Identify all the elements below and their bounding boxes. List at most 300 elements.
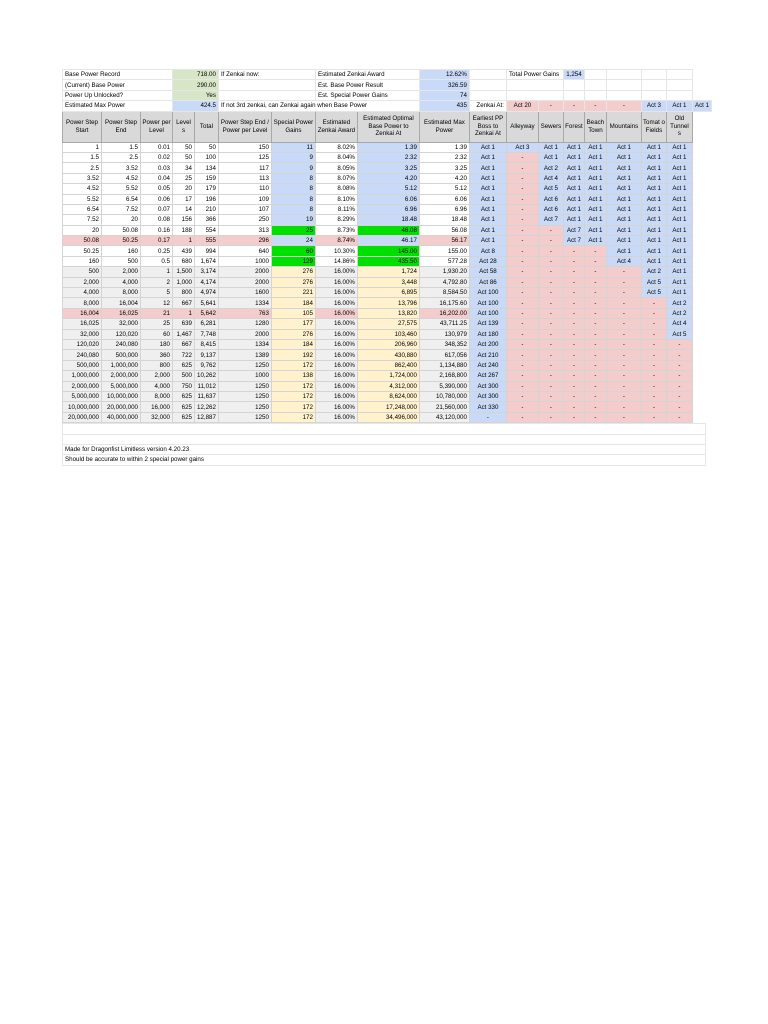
cell-total[interactable]: 179: [195, 184, 219, 194]
cell-power-step-start[interactable]: 2.5: [63, 163, 102, 173]
cell-power-step-start[interactable]: 7.52: [63, 215, 102, 225]
cell-forest[interactable]: -: [563, 329, 584, 339]
cell-mountains[interactable]: -: [606, 391, 641, 401]
cell-mountains[interactable]: -: [606, 360, 641, 370]
cell-power-per-level[interactable]: 800: [141, 360, 173, 370]
cell-tomato-fields[interactable]: Act 2: [641, 267, 666, 277]
cell-levels[interactable]: 1,467: [173, 329, 195, 339]
cell-alleyway[interactable]: -: [506, 267, 538, 277]
cell-estimated-zenkai-award[interactable]: 10.30%: [315, 246, 357, 256]
cell-power-step-end[interactable]: 3.52: [102, 163, 141, 173]
cell-power-per-level[interactable]: 0.25: [141, 246, 173, 256]
cell-tomato-fields[interactable]: -: [641, 360, 666, 370]
cell-optimal-base-power[interactable]: 862,400: [357, 360, 419, 370]
cell-earliest-pp-boss[interactable]: Act 100: [469, 288, 506, 298]
cell-step-end-per-level[interactable]: 1280: [218, 319, 271, 329]
cell-sewers[interactable]: Act 5: [538, 184, 563, 194]
cell-beach-town[interactable]: Act 1: [584, 173, 606, 183]
cell-special-power-gains[interactable]: 8: [271, 184, 315, 194]
cell-total[interactable]: 6,281: [195, 319, 219, 329]
cell[interactable]: [563, 80, 584, 90]
cell-levels[interactable]: 25: [173, 173, 195, 183]
cell-sewers[interactable]: -: [538, 350, 563, 360]
cell-estimated-zenkai-award[interactable]: 8.74%: [315, 236, 357, 246]
cell-optimal-base-power[interactable]: 2.32: [357, 152, 419, 162]
cell-power-step-end[interactable]: 2,000,000: [102, 371, 141, 381]
cell-estimated-max-power[interactable]: 2,168,800: [419, 371, 469, 381]
cell-alleyway[interactable]: -: [506, 194, 538, 204]
cell-step-end-per-level[interactable]: 1334: [218, 298, 271, 308]
cell-alleyway[interactable]: -: [506, 256, 538, 266]
cell-special-power-gains[interactable]: 138: [271, 371, 315, 381]
cell-total[interactable]: 366: [195, 215, 219, 225]
cell-power-step-start[interactable]: 1: [63, 142, 102, 152]
cell-estimated-max-power[interactable]: 5,390,000: [419, 381, 469, 391]
cell-old-tunnels[interactable]: -: [666, 360, 692, 370]
cell-special-power-gains[interactable]: 9: [271, 152, 315, 162]
cell-power-step-start[interactable]: 50.25: [63, 246, 102, 256]
cell-tomato-fields[interactable]: -: [641, 402, 666, 412]
cell-sewers[interactable]: -: [538, 371, 563, 381]
value-power-up-unlocked[interactable]: Yes: [173, 90, 219, 100]
cell-power-step-end[interactable]: 6.54: [102, 194, 141, 204]
cell-estimated-zenkai-award[interactable]: 16.00%: [315, 350, 357, 360]
cell-special-power-gains[interactable]: 129: [271, 256, 315, 266]
cell-earliest-pp-boss[interactable]: Act 1: [469, 215, 506, 225]
cell[interactable]: [218, 80, 315, 90]
cell-sewers[interactable]: -: [538, 329, 563, 339]
cell-power-step-end[interactable]: 16,004: [102, 298, 141, 308]
cell-special-power-gains[interactable]: 172: [271, 381, 315, 391]
cell-step-end-per-level[interactable]: 250: [218, 215, 271, 225]
cell-power-step-end[interactable]: 50.08: [102, 225, 141, 235]
zenkai-at-old-tunnels[interactable]: Act 1: [692, 101, 711, 111]
cell-sewers[interactable]: -: [538, 308, 563, 318]
cell-beach-town[interactable]: Act 1: [584, 215, 606, 225]
cell-old-tunnels[interactable]: Act 1: [666, 152, 692, 162]
cell-step-end-per-level[interactable]: 1250: [218, 412, 271, 422]
cell-earliest-pp-boss[interactable]: Act 58: [469, 267, 506, 277]
cell-earliest-pp-boss[interactable]: Act 28: [469, 256, 506, 266]
cell-old-tunnels[interactable]: Act 1: [666, 184, 692, 194]
cell-estimated-max-power[interactable]: 56.17: [419, 236, 469, 246]
cell-levels[interactable]: 800: [173, 288, 195, 298]
cell-forest[interactable]: Act 1: [563, 184, 584, 194]
cell-levels[interactable]: 750: [173, 381, 195, 391]
cell-mountains[interactable]: Act 4: [606, 256, 641, 266]
cell-levels[interactable]: 625: [173, 391, 195, 401]
cell-alleyway[interactable]: -: [506, 246, 538, 256]
cell-alleyway[interactable]: -: [506, 329, 538, 339]
cell-old-tunnels[interactable]: Act 1: [666, 173, 692, 183]
cell-tomato-fields[interactable]: Act 1: [641, 225, 666, 235]
cell-estimated-zenkai-award[interactable]: 8.07%: [315, 173, 357, 183]
cell-step-end-per-level[interactable]: 1250: [218, 391, 271, 401]
cell-special-power-gains[interactable]: 105: [271, 308, 315, 318]
cell-optimal-base-power[interactable]: 4.20: [357, 173, 419, 183]
cell-tomato-fields[interactable]: Act 1: [641, 236, 666, 246]
cell-special-power-gains[interactable]: 8: [271, 194, 315, 204]
cell-total[interactable]: 10,262: [195, 371, 219, 381]
cell-estimated-max-power[interactable]: 16,202.00: [419, 308, 469, 318]
cell-alleyway[interactable]: -: [506, 184, 538, 194]
cell-forest[interactable]: -: [563, 256, 584, 266]
cell-alleyway[interactable]: -: [506, 350, 538, 360]
cell-power-step-start[interactable]: 4.52: [63, 184, 102, 194]
cell-power-step-start[interactable]: 120,020: [63, 339, 102, 349]
cell-alleyway[interactable]: -: [506, 308, 538, 318]
cell-sewers[interactable]: -: [538, 381, 563, 391]
zenkai-at-alleyway[interactable]: -: [538, 101, 563, 111]
cell-optimal-base-power[interactable]: 8,624,000: [357, 391, 419, 401]
cell-optimal-base-power[interactable]: 6.96: [357, 204, 419, 214]
cell-estimated-max-power[interactable]: 130,979: [419, 329, 469, 339]
cell-beach-town[interactable]: -: [584, 277, 606, 287]
cell-step-end-per-level[interactable]: 640: [218, 246, 271, 256]
cell-step-end-per-level[interactable]: 125: [218, 152, 271, 162]
cell-estimated-max-power[interactable]: 577.28: [419, 256, 469, 266]
cell-power-step-end[interactable]: 16,025: [102, 308, 141, 318]
cell-earliest-pp-boss[interactable]: Act 180: [469, 329, 506, 339]
cell-estimated-zenkai-award[interactable]: 16.00%: [315, 277, 357, 287]
cell-estimated-max-power[interactable]: 5.12: [419, 184, 469, 194]
cell-special-power-gains[interactable]: 172: [271, 391, 315, 401]
cell-forest[interactable]: -: [563, 277, 584, 287]
cell-tomato-fields[interactable]: Act 1: [641, 256, 666, 266]
cell-power-per-level[interactable]: 4,000: [141, 381, 173, 391]
value-estimated-max-power[interactable]: 424.5: [173, 101, 219, 111]
cell-forest[interactable]: -: [563, 350, 584, 360]
cell-total[interactable]: 100: [195, 152, 219, 162]
cell-estimated-zenkai-award[interactable]: 16.00%: [315, 360, 357, 370]
cell-optimal-base-power[interactable]: 4,312,000: [357, 381, 419, 391]
cell-mountains[interactable]: -: [606, 267, 641, 277]
cell-special-power-gains[interactable]: 184: [271, 339, 315, 349]
cell-power-per-level[interactable]: 8,000: [141, 391, 173, 401]
cell-tomato-fields[interactable]: -: [641, 381, 666, 391]
cell-power-step-end[interactable]: 5.52: [102, 184, 141, 194]
cell-old-tunnels[interactable]: Act 1: [666, 225, 692, 235]
cell-sewers[interactable]: Act 4: [538, 173, 563, 183]
cell-power-per-level[interactable]: 0.08: [141, 215, 173, 225]
cell-power-step-start[interactable]: 5.52: [63, 194, 102, 204]
cell-power-step-start[interactable]: 10,000,000: [63, 402, 102, 412]
cell-tomato-fields[interactable]: Act 1: [641, 215, 666, 225]
cell-old-tunnels[interactable]: Act 1: [666, 163, 692, 173]
cell-power-step-start[interactable]: 4,000: [63, 288, 102, 298]
cell-alleyway[interactable]: Act 3: [506, 142, 538, 152]
cell-alleyway[interactable]: -: [506, 339, 538, 349]
cell-mountains[interactable]: Act 1: [606, 194, 641, 204]
cell-special-power-gains[interactable]: 276: [271, 277, 315, 287]
cell-earliest-pp-boss[interactable]: Act 267: [469, 371, 506, 381]
cell-forest[interactable]: -: [563, 308, 584, 318]
cell-tomato-fields[interactable]: -: [641, 308, 666, 318]
cell-beach-town[interactable]: Act 1: [584, 184, 606, 194]
cell-sewers[interactable]: -: [538, 288, 563, 298]
cell-levels[interactable]: 1: [173, 308, 195, 318]
cell-step-end-per-level[interactable]: 1000: [218, 256, 271, 266]
cell-estimated-max-power[interactable]: 21,560,000: [419, 402, 469, 412]
cell-step-end-per-level[interactable]: 763: [218, 308, 271, 318]
cell-power-per-level[interactable]: 0.01: [141, 142, 173, 152]
cell-beach-town[interactable]: Act 1: [584, 204, 606, 214]
cell-power-per-level[interactable]: 0.5: [141, 256, 173, 266]
cell-mountains[interactable]: Act 1: [606, 246, 641, 256]
cell-step-end-per-level[interactable]: 1250: [218, 360, 271, 370]
cell-mountains[interactable]: Act 1: [606, 215, 641, 225]
cell-total[interactable]: 196: [195, 194, 219, 204]
cell-earliest-pp-boss[interactable]: Act 8: [469, 246, 506, 256]
cell-power-per-level[interactable]: 0.05: [141, 184, 173, 194]
cell-tomato-fields[interactable]: -: [641, 339, 666, 349]
cell-optimal-base-power[interactable]: 1,724: [357, 267, 419, 277]
cell-tomato-fields[interactable]: -: [641, 329, 666, 339]
cell-beach-town[interactable]: Act 1: [584, 225, 606, 235]
cell-tomato-fields[interactable]: Act 1: [641, 163, 666, 173]
cell-special-power-gains[interactable]: 25: [271, 225, 315, 235]
cell-estimated-zenkai-award[interactable]: 16.00%: [315, 308, 357, 318]
cell-power-step-end[interactable]: 7.52: [102, 204, 141, 214]
cell-sewers[interactable]: -: [538, 360, 563, 370]
cell-alleyway[interactable]: -: [506, 173, 538, 183]
cell-mountains[interactable]: Act 1: [606, 236, 641, 246]
cell-alleyway[interactable]: -: [506, 319, 538, 329]
cell-power-step-end[interactable]: 32,000: [102, 319, 141, 329]
cell[interactable]: [606, 80, 641, 90]
cell-tomato-fields[interactable]: -: [641, 298, 666, 308]
cell-special-power-gains[interactable]: 221: [271, 288, 315, 298]
cell-beach-town[interactable]: Act 1: [584, 236, 606, 246]
cell-forest[interactable]: Act 1: [563, 204, 584, 214]
cell-sewers[interactable]: -: [538, 391, 563, 401]
cell[interactable]: [606, 90, 641, 100]
cell-estimated-zenkai-award[interactable]: 16.00%: [315, 288, 357, 298]
cell-step-end-per-level[interactable]: 1334: [218, 339, 271, 349]
cell-earliest-pp-boss[interactable]: Act 139: [469, 319, 506, 329]
cell-sewers[interactable]: Act 7: [538, 215, 563, 225]
cell-estimated-max-power[interactable]: 43,711.25: [419, 319, 469, 329]
cell-tomato-fields[interactable]: -: [641, 350, 666, 360]
cell-forest[interactable]: -: [563, 267, 584, 277]
cell-beach-town[interactable]: -: [584, 391, 606, 401]
cell-levels[interactable]: 34: [173, 163, 195, 173]
cell-special-power-gains[interactable]: 8: [271, 204, 315, 214]
cell-sewers[interactable]: Act 2: [538, 163, 563, 173]
cell-step-end-per-level[interactable]: 110: [218, 184, 271, 194]
cell-earliest-pp-boss[interactable]: Act 1: [469, 142, 506, 152]
cell-total[interactable]: 134: [195, 163, 219, 173]
cell-special-power-gains[interactable]: 172: [271, 402, 315, 412]
cell-estimated-max-power[interactable]: 4,792.80: [419, 277, 469, 287]
cell-mountains[interactable]: -: [606, 298, 641, 308]
cell-earliest-pp-boss[interactable]: Act 86: [469, 277, 506, 287]
zenkai-at-sewers[interactable]: -: [563, 101, 584, 111]
cell-total[interactable]: 4,174: [195, 277, 219, 287]
cell-mountains[interactable]: -: [606, 319, 641, 329]
cell-total[interactable]: 8,415: [195, 339, 219, 349]
cell-sewers[interactable]: -: [538, 402, 563, 412]
cell-optimal-base-power[interactable]: 145.00: [357, 246, 419, 256]
cell-old-tunnels[interactable]: Act 5: [666, 329, 692, 339]
cell-optimal-base-power[interactable]: 17,248,000: [357, 402, 419, 412]
cell[interactable]: [218, 90, 315, 100]
cell-power-step-end[interactable]: 500: [102, 256, 141, 266]
cell-power-per-level[interactable]: 0.06: [141, 194, 173, 204]
cell-mountains[interactable]: -: [606, 288, 641, 298]
cell-sewers[interactable]: -: [538, 277, 563, 287]
cell-special-power-gains[interactable]: 8: [271, 173, 315, 183]
cell-beach-town[interactable]: -: [584, 360, 606, 370]
cell-forest[interactable]: -: [563, 319, 584, 329]
cell-beach-town[interactable]: -: [584, 267, 606, 277]
cell-total[interactable]: 11,637: [195, 391, 219, 401]
cell-forest[interactable]: -: [563, 339, 584, 349]
cell-optimal-base-power[interactable]: 430,880: [357, 350, 419, 360]
cell-power-step-start[interactable]: 240,080: [63, 350, 102, 360]
cell-old-tunnels[interactable]: Act 1: [666, 194, 692, 204]
cell[interactable]: [666, 80, 692, 90]
cell-optimal-base-power[interactable]: 3.25: [357, 163, 419, 173]
cell-alleyway[interactable]: -: [506, 288, 538, 298]
cell-estimated-max-power[interactable]: 18.48: [419, 215, 469, 225]
cell-beach-town[interactable]: -: [584, 246, 606, 256]
cell-total[interactable]: 1,674: [195, 256, 219, 266]
cell-levels[interactable]: 50: [173, 142, 195, 152]
cell-total[interactable]: 5,641: [195, 298, 219, 308]
cell-tomato-fields[interactable]: Act 1: [641, 204, 666, 214]
cell-beach-town[interactable]: -: [584, 381, 606, 391]
cell-levels[interactable]: 500: [173, 371, 195, 381]
cell-power-step-start[interactable]: 20,000,000: [63, 412, 102, 422]
cell-optimal-base-power[interactable]: 27,575: [357, 319, 419, 329]
cell-step-end-per-level[interactable]: 296: [218, 236, 271, 246]
cell-sewers[interactable]: -: [538, 225, 563, 235]
cell-forest[interactable]: -: [563, 298, 584, 308]
cell-old-tunnels[interactable]: Act 4: [666, 319, 692, 329]
cell-step-end-per-level[interactable]: 2000: [218, 329, 271, 339]
cell-power-step-end[interactable]: 1.5: [102, 142, 141, 152]
cell-estimated-zenkai-award[interactable]: 8.11%: [315, 204, 357, 214]
cell-total[interactable]: 5,642: [195, 308, 219, 318]
cell-forest[interactable]: Act 1: [563, 152, 584, 162]
cell-levels[interactable]: 625: [173, 402, 195, 412]
cell-alleyway[interactable]: -: [506, 152, 538, 162]
cell[interactable]: [606, 70, 641, 80]
cell-special-power-gains[interactable]: 24: [271, 236, 315, 246]
cell-alleyway[interactable]: -: [506, 402, 538, 412]
cell-step-end-per-level[interactable]: 113: [218, 173, 271, 183]
cell-power-step-start[interactable]: 2,000,000: [63, 381, 102, 391]
cell-total[interactable]: 554: [195, 225, 219, 235]
cell-beach-town[interactable]: Act 1: [584, 163, 606, 173]
cell-beach-town[interactable]: -: [584, 412, 606, 422]
cell-beach-town[interactable]: -: [584, 298, 606, 308]
cell-mountains[interactable]: Act 1: [606, 173, 641, 183]
cell-forest[interactable]: Act 1: [563, 173, 584, 183]
cell[interactable]: [584, 80, 606, 90]
value-est-base-power-result[interactable]: 326.59: [419, 80, 469, 90]
cell-power-step-end[interactable]: 10,000,000: [102, 391, 141, 401]
cell-forest[interactable]: -: [563, 381, 584, 391]
cell-power-step-start[interactable]: 2,000: [63, 277, 102, 287]
cell-estimated-max-power[interactable]: 2.32: [419, 152, 469, 162]
cell-earliest-pp-boss[interactable]: Act 100: [469, 298, 506, 308]
cell-old-tunnels[interactable]: Act 1: [666, 204, 692, 214]
cell-power-step-end[interactable]: 2.5: [102, 152, 141, 162]
cell-forest[interactable]: Act 1: [563, 163, 584, 173]
cell-power-per-level[interactable]: 32,000: [141, 412, 173, 422]
cell-optimal-base-power[interactable]: 18.48: [357, 215, 419, 225]
cell-old-tunnels[interactable]: Act 1: [666, 236, 692, 246]
cell-earliest-pp-boss[interactable]: Act 1: [469, 204, 506, 214]
value-zenkai-again[interactable]: 435: [419, 101, 469, 111]
cell-total[interactable]: 50: [195, 142, 219, 152]
cell-levels[interactable]: 625: [173, 360, 195, 370]
cell[interactable]: [641, 80, 666, 90]
cell-estimated-zenkai-award[interactable]: 16.00%: [315, 381, 357, 391]
cell-mountains[interactable]: Act 1: [606, 152, 641, 162]
cell-tomato-fields[interactable]: Act 1: [641, 173, 666, 183]
cell-estimated-max-power[interactable]: 3.25: [419, 163, 469, 173]
cell-mountains[interactable]: -: [606, 412, 641, 422]
cell-power-step-start[interactable]: 50.08: [63, 236, 102, 246]
cell-power-per-level[interactable]: 0.07: [141, 204, 173, 214]
cell-forest[interactable]: Act 7: [563, 236, 584, 246]
cell-sewers[interactable]: -: [538, 412, 563, 422]
cell-old-tunnels[interactable]: Act 2: [666, 298, 692, 308]
cell-step-end-per-level[interactable]: 2000: [218, 267, 271, 277]
cell-beach-town[interactable]: -: [584, 371, 606, 381]
cell-power-step-start[interactable]: 500: [63, 267, 102, 277]
cell-optimal-base-power[interactable]: 46.17: [357, 236, 419, 246]
cell-forest[interactable]: -: [563, 360, 584, 370]
cell-beach-town[interactable]: Act 1: [584, 152, 606, 162]
cell-power-step-end[interactable]: 20,000,000: [102, 402, 141, 412]
cell-optimal-base-power[interactable]: 6,895: [357, 288, 419, 298]
cell-old-tunnels[interactable]: Act 1: [666, 288, 692, 298]
cell-mountains[interactable]: -: [606, 339, 641, 349]
cell-power-per-level[interactable]: 0.03: [141, 163, 173, 173]
cell-old-tunnels[interactable]: -: [666, 350, 692, 360]
cell-forest[interactable]: Act 1: [563, 194, 584, 204]
cell-old-tunnels[interactable]: Act 1: [666, 277, 692, 287]
cell-levels[interactable]: 639: [173, 319, 195, 329]
cell-optimal-base-power[interactable]: 46.08: [357, 225, 419, 235]
zenkai-at-boss[interactable]: Act 20: [506, 101, 538, 111]
cell-power-per-level[interactable]: 21: [141, 308, 173, 318]
cell-power-step-end[interactable]: 120,020: [102, 329, 141, 339]
cell-power-step-start[interactable]: 5,000,000: [63, 391, 102, 401]
cell-levels[interactable]: 156: [173, 215, 195, 225]
cell-power-step-end[interactable]: 40,000,000: [102, 412, 141, 422]
cell-tomato-fields[interactable]: Act 1: [641, 194, 666, 204]
cell-alleyway[interactable]: -: [506, 360, 538, 370]
cell-forest[interactable]: Act 1: [563, 142, 584, 152]
cell-alleyway[interactable]: -: [506, 391, 538, 401]
cell-tomato-fields[interactable]: -: [641, 412, 666, 422]
cell-special-power-gains[interactable]: 177: [271, 319, 315, 329]
cell-old-tunnels[interactable]: Act 1: [666, 142, 692, 152]
cell-optimal-base-power[interactable]: 6.06: [357, 194, 419, 204]
cell-forest[interactable]: -: [563, 371, 584, 381]
cell-alleyway[interactable]: -: [506, 163, 538, 173]
cell-estimated-zenkai-award[interactable]: 16.00%: [315, 412, 357, 422]
cell-estimated-zenkai-award[interactable]: 8.29%: [315, 215, 357, 225]
cell-forest[interactable]: -: [563, 246, 584, 256]
cell-alleyway[interactable]: -: [506, 412, 538, 422]
cell-levels[interactable]: 17: [173, 194, 195, 204]
